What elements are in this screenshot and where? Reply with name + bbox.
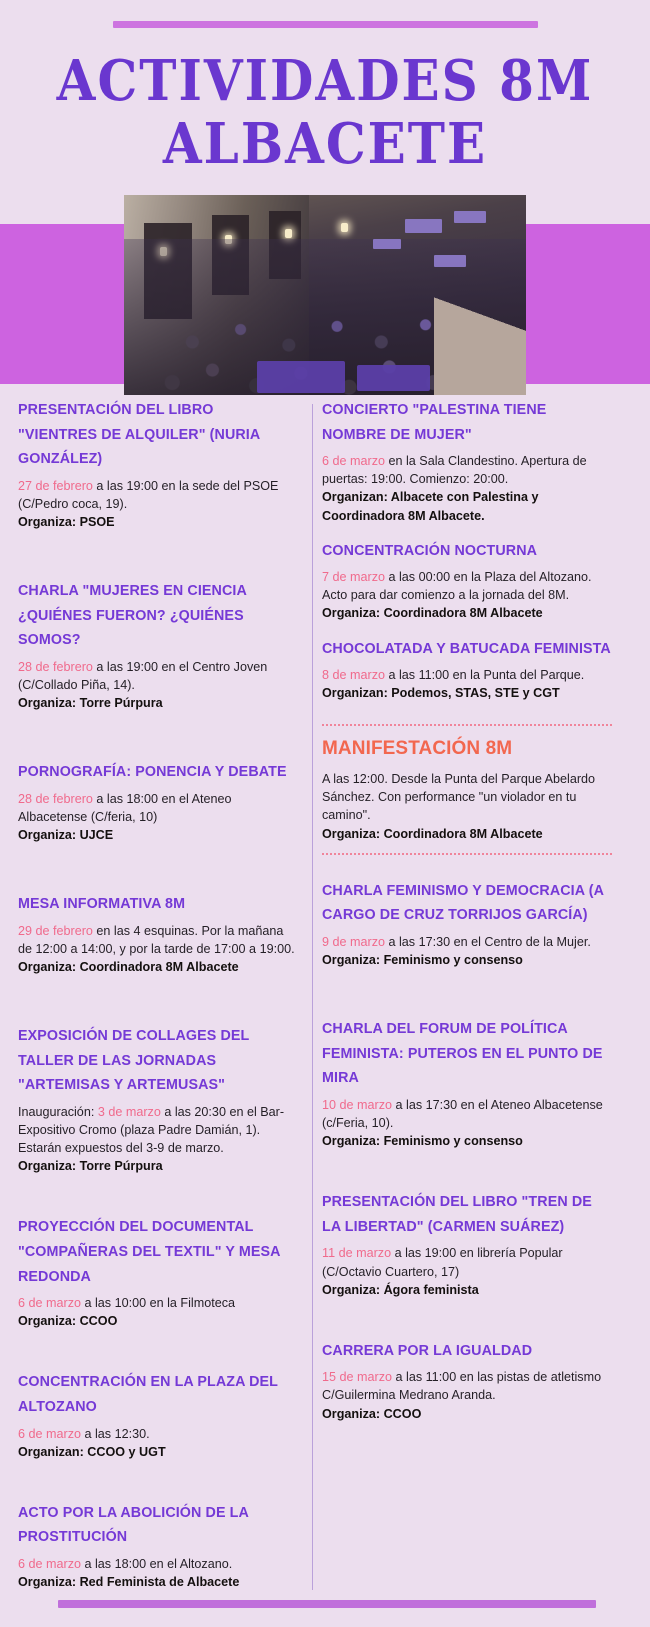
event-detail-text: a las 19:00 en la sede del PSOE (C/Pedro coca, 19). (18, 478, 279, 511)
event-organizer: Organiza: Torre Púrpura (18, 696, 163, 711)
event-title: CHARLA "MUJERES EN CIENCIA ¿QUIÉNES FUERON? ¿QUIÉNES SOMOS? (18, 583, 247, 649)
event-organizer: Organizan: CCOO y UGT (18, 1444, 166, 1459)
event-details (322, 1368, 612, 1422)
event-details (18, 658, 296, 712)
column-divider (312, 404, 313, 1590)
event-detail-text: a las 00:00 en la Plaza del Altozano. Acto para dar comienzo a la jornada del 8M. (322, 570, 592, 603)
title-line-1: ACTIVIDADES 8M (56, 47, 594, 114)
photo-protest-sign (405, 219, 441, 233)
event-title: PORNOGRAFÍA: PONENCIA Y DEBATE (18, 764, 287, 781)
event-date: 29 de febrero (18, 923, 93, 938)
event-title: CONCIERTO "PALESTINA TIENE NOMBRE DE MUJER" (322, 402, 547, 443)
photo-protest-sign (454, 211, 486, 223)
events-columns (0, 398, 650, 1594)
event-date: 15 de marzo (322, 1370, 393, 1385)
event-organizer: Organiza: Coordinadora 8M Albacete (18, 960, 239, 974)
event-title: ACTO POR LA ABOLICIÓN DE LA PROSTITUCIÓN (18, 1504, 249, 1546)
highlighted-event-manifestacion (322, 724, 612, 854)
title-line-2: ALBACETE (162, 110, 488, 177)
event-item (322, 1339, 612, 1423)
event-details (18, 477, 296, 531)
event-title: EXPOSICIÓN DE COLLAGES DEL TALLER DE LAS JORNADAS "ARTEMISAS Y ARTEMUSAS" (18, 1028, 250, 1094)
event-date: 6 de marzo (18, 1296, 81, 1311)
event-organizer: Organiza: Feminismo y consenso (322, 953, 523, 968)
event-title: MESA INFORMATIVA 8M (18, 896, 186, 913)
event-details (18, 790, 296, 844)
event-details (322, 568, 612, 622)
photo-banner (257, 361, 345, 393)
event-title: PRESENTACIÓN DEL LIBRO "VIENTRES DE ALQUILER" (NURIA GONZÁLEZ) (18, 402, 260, 468)
event-item (18, 892, 296, 976)
event-details (322, 770, 612, 843)
event-item (18, 1215, 296, 1330)
event-organizer: Organiza: Ágora feminista (322, 1282, 479, 1297)
event-details (322, 933, 612, 969)
event-item (322, 398, 612, 525)
event-organizer: Organiza: CCOO (322, 1406, 422, 1421)
event-detail-text: a las 11:00 en la Punta del Parque. (385, 668, 585, 683)
event-title: CONCENTRACIÓN NOCTURNA (322, 542, 538, 559)
event-detail-text: a las 10:00 en la Filmoteca (81, 1296, 236, 1311)
event-item (322, 1190, 612, 1299)
event-date: 6 de marzo (18, 1426, 81, 1441)
event-item (322, 879, 612, 969)
event-item (322, 637, 612, 703)
event-detail-text: en la Sala Clandestino. Apertura de puertas: 19:00. Comienzo: 20:00. (322, 454, 587, 487)
top-divider-rule (113, 21, 538, 28)
event-prefix: Inauguración: (18, 1104, 98, 1119)
event-date: 9 de marzo (322, 934, 385, 949)
event-detail-text: a las 12:30. (81, 1426, 150, 1441)
event-details (322, 1096, 612, 1150)
event-detail-text: a las 20:30 en el Bar-Expositivo Cromo (plaza Padre Damián, 1). Estarán expuestos del 3-9 de marzo. (18, 1104, 285, 1156)
event-details (18, 922, 296, 976)
event-detail-text: en las 4 esquinas. Por la mañana de 12:00 a 14:00, y por la tarde de 17:00 a 19:00. (18, 923, 295, 956)
event-title: CHOCOLATADA Y BATUCADA FEMINISTA (322, 640, 611, 657)
event-date: 3 de marzo (97, 1104, 161, 1119)
event-organizer: Organiza: Torre Púrpura (18, 1159, 163, 1174)
event-item (18, 579, 296, 712)
photo-protest-sign (373, 239, 401, 249)
photo-streetlamp (285, 229, 292, 238)
event-details (322, 452, 612, 525)
event-date: 6 de marzo (18, 1556, 81, 1571)
event-date: 8 de marzo (322, 668, 385, 683)
event-item (18, 398, 296, 531)
photo-banner (357, 365, 429, 391)
event-title: MANIFESTACIÓN 8M (322, 738, 513, 760)
event-detail-text: a las 18:00 en el Ateneo Albacetense (C/feria, 10) (18, 791, 232, 824)
event-title: CARRERA POR LA IGUALDAD (322, 1342, 533, 1359)
event-date: 7 de marzo (322, 570, 385, 585)
event-details (18, 1294, 296, 1330)
photo-streetlamp (341, 223, 348, 232)
bottom-divider-rule (58, 1600, 596, 1608)
event-title: PROYECCIÓN DEL DOCUMENTAL "COMPAÑERAS DEL TEXTIL" Y MESA REDONDA (18, 1219, 281, 1285)
event-title: CONCENTRACIÓN EN LA PLAZA DEL ALTOZANO (18, 1374, 278, 1415)
event-item (322, 1017, 612, 1150)
event-organizer: Organiza: CCOO (18, 1314, 118, 1329)
event-title: CHARLA FEMINISMO Y DEMOCRACIA (A CARGO DE CRUZ TORRIJOS GARCÍA) (322, 882, 604, 924)
event-detail-text: a las 17:30 en el Centro de la Mujer. (385, 934, 591, 949)
event-detail-text: a las 19:00 en el Centro Joven (C/Collado Piña, 14). (18, 659, 268, 692)
photo-wall-right (434, 271, 526, 395)
left-events-column (18, 398, 296, 1591)
event-date: 28 de febrero (18, 791, 93, 806)
event-date: 27 de febrero (18, 478, 93, 493)
photo-protest-sign (434, 255, 466, 267)
event-details (18, 1555, 296, 1591)
event-title: CHARLA DEL FORUM DE POLÍTICA FEMINISTA: PUTEROS EN EL PUNTO DE MIRA (322, 1021, 603, 1087)
event-organizer: Organizan: Podemos, STAS, STE y CGT (322, 686, 560, 701)
event-date: 10 de marzo (322, 1097, 393, 1112)
event-date: 28 de febrero (18, 659, 93, 674)
event-item (18, 1370, 296, 1460)
event-organizer: Organiza: PSOE (18, 514, 115, 529)
event-organizer: Organiza: UJCE (18, 828, 114, 843)
event-organizer: Organiza: Red Feminista de Albacete (18, 1575, 240, 1590)
event-date: 6 de marzo (322, 454, 385, 469)
right-events-column (322, 398, 612, 1423)
event-details (322, 1244, 612, 1298)
event-detail-text: a las 19:00 en librería Popular (C/Octavio Cuartero, 17) (322, 1246, 563, 1279)
event-organizer: Organiza: Feminismo y consenso (322, 1134, 523, 1149)
event-detail-text: a las 17:30 en el Ateneo Albacetense (c/Feria, 10). (322, 1097, 603, 1130)
event-detail-text: a las 11:00 en las pistas de atletismo C/Guilermina Medrano Aranda. (322, 1370, 602, 1403)
event-organizer: Organiza: Coordinadora 8M Albacete (322, 826, 543, 841)
event-item (18, 1501, 296, 1591)
page-title (0, 47, 650, 177)
event-organizer: Organiza: Coordinadora 8M Albacete (322, 606, 543, 621)
event-item (322, 539, 612, 623)
event-item (18, 1024, 296, 1175)
event-item (18, 760, 296, 844)
event-details (18, 1103, 296, 1176)
event-detail-text: A las 12:00. Desde la Punta del Parque Abelardo Sánchez. Con performance "un violador en tu camino". (322, 772, 596, 823)
event-date: 11 de marzo (322, 1246, 392, 1261)
event-details (18, 1425, 296, 1461)
event-organizer: Organizan: Albacete con Palestina y Coordinadora 8M Albacete. (322, 490, 539, 523)
event-detail-text: a las 18:00 en el Altozano. (81, 1556, 233, 1571)
event-details (322, 666, 612, 702)
hero-photo-demonstration (124, 195, 526, 395)
event-title: PRESENTACIÓN DEL LIBRO "TREN DE LA LIBERTAD" (CARMEN SUÁREZ) (322, 1194, 592, 1235)
